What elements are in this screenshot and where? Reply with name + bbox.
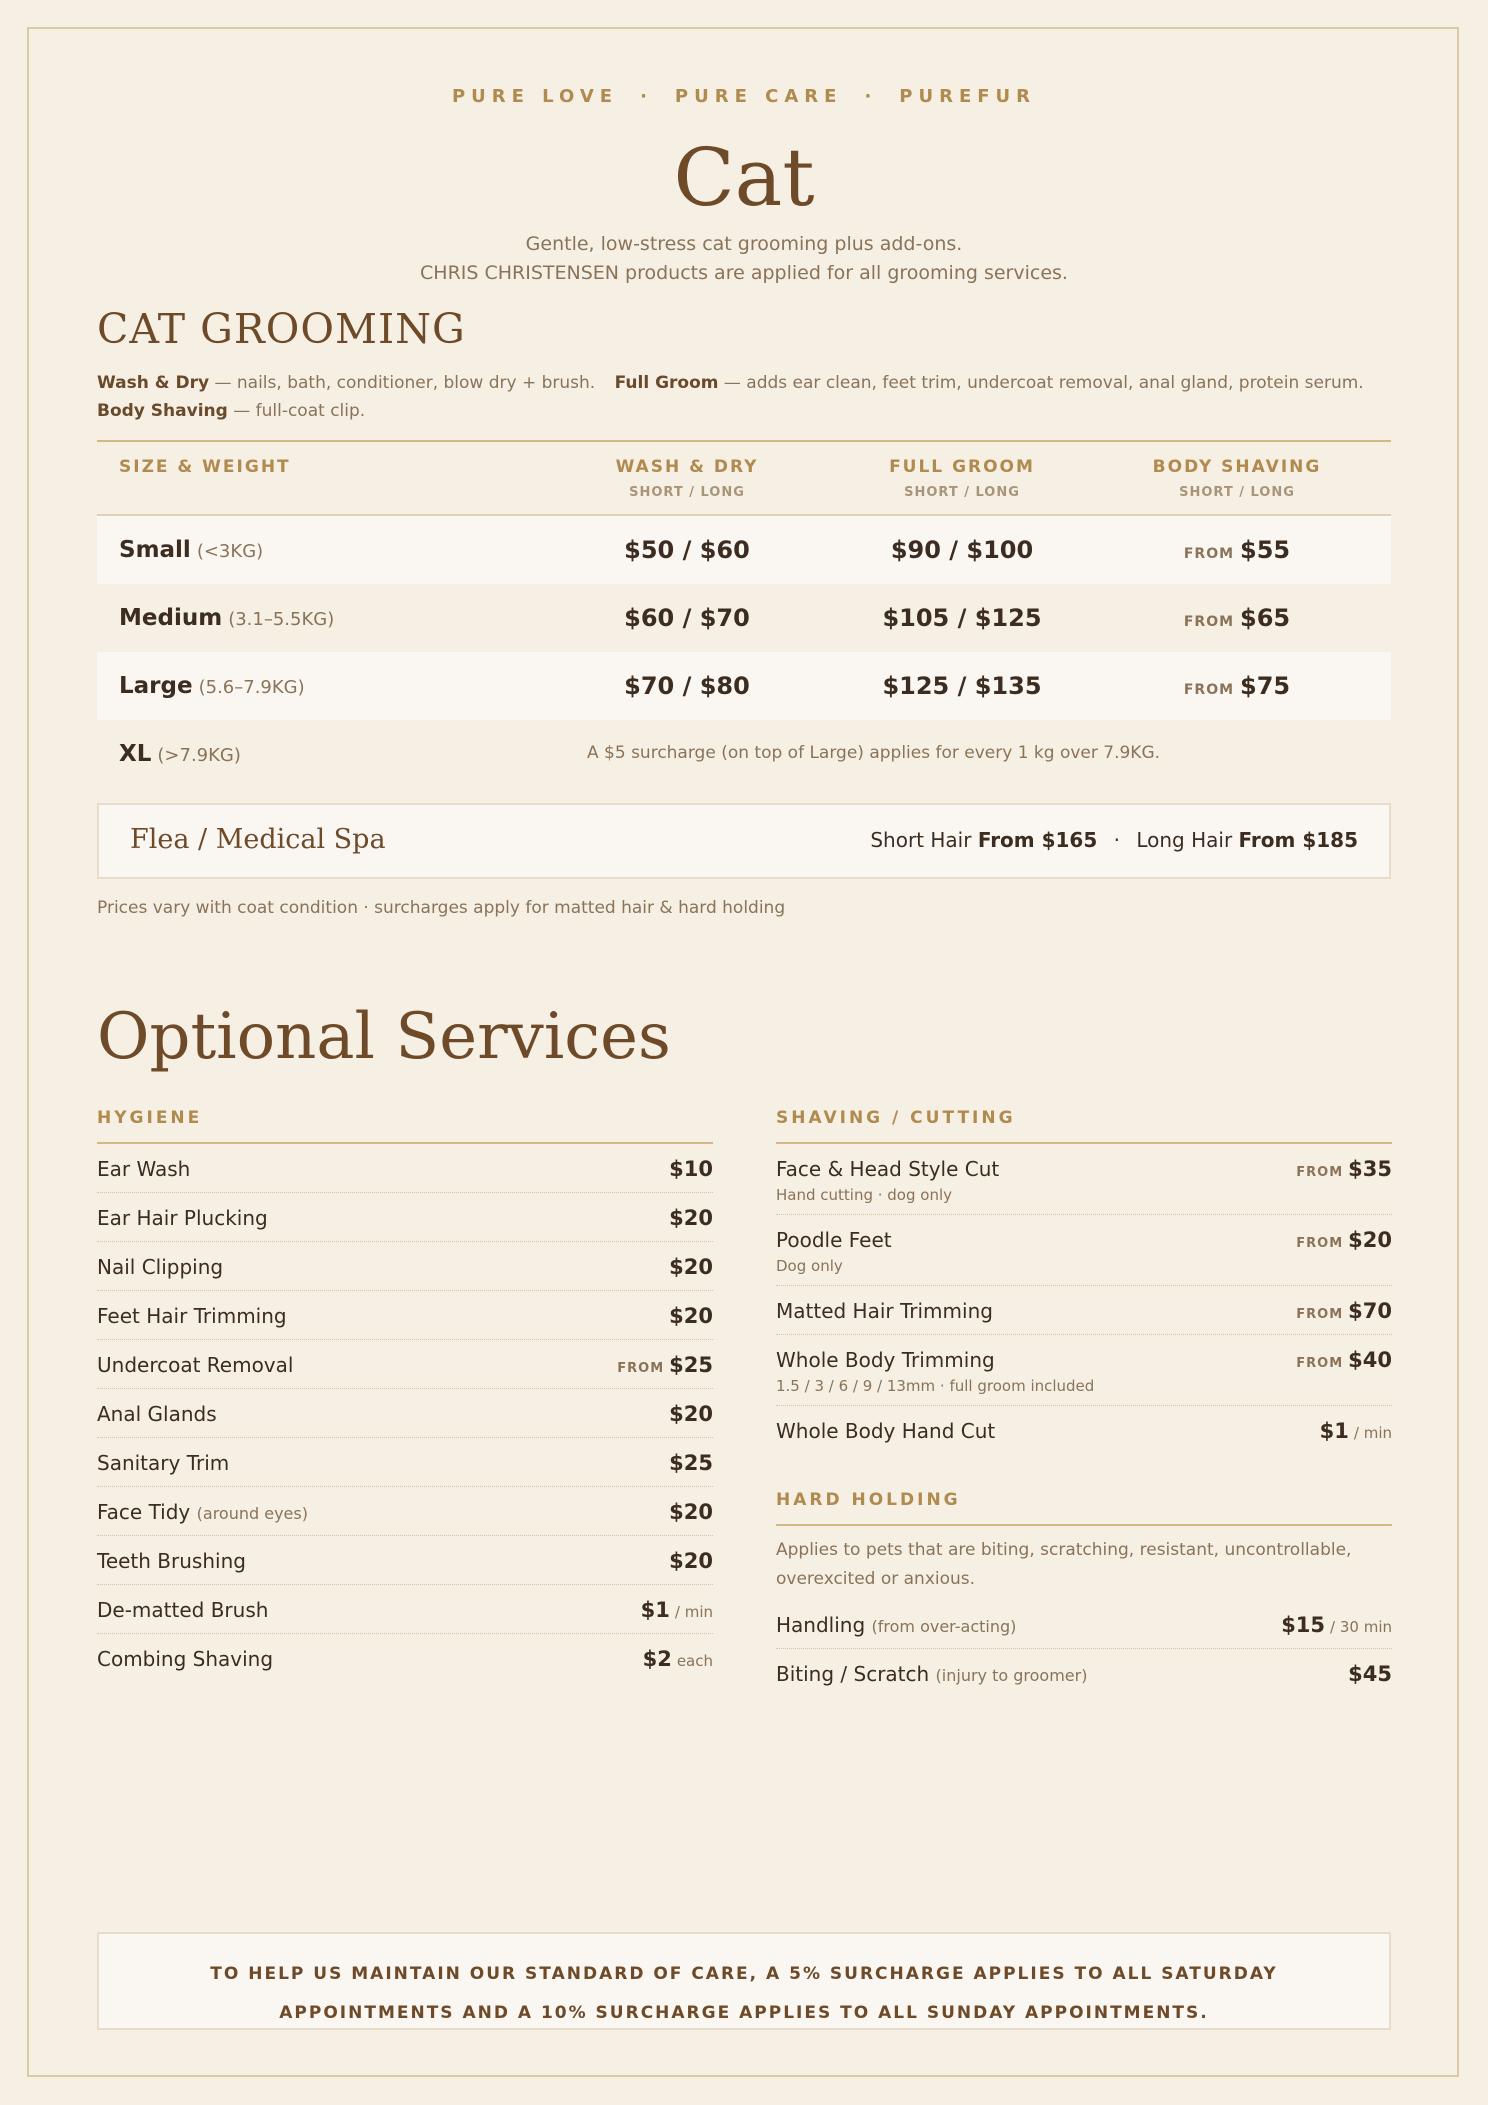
column-header-size: SIZE & WEIGHT	[119, 457, 291, 477]
service-name	[776, 1662, 1392, 1686]
service-label: Matted Hair Trimming	[776, 1299, 993, 1323]
table-row-small	[97, 516, 1391, 584]
service-name	[97, 1255, 713, 1279]
service-item	[776, 1600, 1392, 1649]
subtitle-line: Gentle, low-stress cat grooming plus add-ons.	[525, 233, 963, 255]
size-weight: (3.1–5.5KG)	[228, 609, 335, 630]
spa-short-price: From $165	[977, 828, 1098, 852]
service-price	[669, 1157, 713, 1181]
hard-holding-list	[776, 1600, 1392, 1697]
from-label: FROM	[1296, 1165, 1344, 1180]
wash-dry-price: $70 / $80	[624, 672, 750, 700]
service-price	[1296, 1348, 1392, 1372]
service-price	[643, 1647, 713, 1671]
service-item	[97, 1634, 713, 1682]
service-name	[97, 1206, 713, 1230]
shaving-list	[776, 1144, 1392, 1454]
service-label: Handling	[776, 1613, 866, 1637]
size-name: Medium	[119, 605, 223, 631]
hard-holding-description: Applies to pets that are biting, scratching, resistant, uncontrollable, overexcited or anxious.	[776, 1540, 1352, 1589]
service-name	[97, 1157, 713, 1181]
service-subtext: Hand cutting · dog only	[776, 1186, 953, 1204]
service-label: Sanitary Trim	[97, 1451, 230, 1475]
service-price	[641, 1598, 713, 1622]
hygiene-column	[97, 1108, 713, 1682]
table-row-xl	[97, 720, 1391, 788]
service-price	[1296, 1299, 1392, 1323]
full-groom-price: $90 / $100	[890, 536, 1034, 564]
tagline-separator: ·	[640, 86, 653, 107]
price-value: $25	[669, 1353, 713, 1377]
size-cell	[119, 673, 305, 699]
tagline	[0, 86, 1488, 107]
price-value: $25	[669, 1451, 713, 1475]
from-label: FROM	[1296, 1307, 1344, 1322]
size-cell	[119, 741, 241, 767]
service-price	[1281, 1613, 1392, 1637]
service-price	[1320, 1419, 1392, 1443]
service-item	[776, 1335, 1392, 1406]
service-price	[669, 1206, 713, 1230]
full-groom-price: $105 / $125	[882, 604, 1042, 632]
service-item	[97, 1144, 713, 1193]
grooming-price-table	[97, 440, 1391, 788]
price-value: $55	[1240, 536, 1291, 564]
service-item	[776, 1649, 1392, 1697]
service-item	[97, 1487, 713, 1536]
hygiene-list	[97, 1144, 713, 1682]
price-value: $75	[1240, 672, 1291, 700]
from-label: FROM	[617, 1361, 665, 1376]
xl-surcharge-note: A $5 surcharge (on top of Large) applies for every 1 kg over 7.9KG.	[587, 743, 1161, 763]
price-value: $20	[669, 1500, 713, 1524]
spa-name: Flea / Medical Spa	[130, 824, 386, 855]
service-label: Anal Glands	[97, 1402, 217, 1426]
shaving-column	[776, 1108, 1392, 1697]
page-subtitle	[0, 230, 1488, 288]
service-price	[669, 1402, 713, 1426]
service-price	[669, 1255, 713, 1279]
service-label: Face Tidy	[97, 1500, 191, 1524]
service-name	[776, 1419, 1392, 1443]
service-name	[97, 1402, 713, 1426]
price-value: $45	[1348, 1662, 1392, 1686]
service-price	[1348, 1662, 1392, 1686]
service-label: Whole Body Trimming	[776, 1348, 995, 1372]
table-header	[97, 440, 1391, 516]
service-name	[97, 1451, 713, 1475]
weekend-surcharge-notice	[97, 1932, 1391, 2030]
column-header-wash-dry	[547, 457, 827, 500]
price-value: $20	[669, 1206, 713, 1230]
body-shaving-price	[1097, 672, 1377, 700]
grooming-legend	[97, 369, 1397, 425]
page-title: Cat	[673, 131, 815, 224]
service-price	[1296, 1228, 1392, 1252]
body-shaving-price	[1097, 536, 1377, 564]
service-note: (from over-acting)	[871, 1617, 1017, 1636]
service-label: Undercoat Removal	[97, 1353, 294, 1377]
service-price	[669, 1549, 713, 1573]
service-name	[97, 1598, 713, 1622]
service-price	[669, 1500, 713, 1524]
column-header-body-shaving	[1097, 457, 1377, 500]
table-row-medium	[97, 584, 1391, 652]
service-label: Whole Body Hand Cut	[776, 1419, 996, 1443]
service-label: Teeth Brushing	[97, 1549, 246, 1573]
legend-body-shaving-label: Body Shaving	[97, 401, 228, 421]
service-label: Poodle Feet	[776, 1228, 892, 1252]
price-value: $20	[669, 1304, 713, 1328]
service-price	[1296, 1157, 1392, 1181]
price-value: $20	[669, 1255, 713, 1279]
tagline-word: PUREFUR	[899, 86, 1037, 107]
service-subtext: 1.5 / 3 / 6 / 9 / 13mm · full groom included	[776, 1377, 1095, 1395]
service-label: Ear Wash	[97, 1157, 191, 1181]
service-item	[776, 1215, 1392, 1286]
tagline-separator: ·	[864, 86, 878, 107]
price-value: $1	[640, 1598, 670, 1622]
size-cell	[119, 605, 334, 631]
price-unit: / 30 min	[1330, 1618, 1392, 1636]
size-weight: (>7.9KG)	[157, 745, 241, 766]
wash-dry-price: $60 / $70	[624, 604, 750, 632]
cat-grooming-title: CAT GROOMING	[97, 305, 466, 353]
size-weight: (5.6–7.9KG)	[198, 677, 305, 698]
service-note: (around eyes)	[196, 1504, 308, 1523]
size-name: Small	[119, 537, 191, 563]
legend-body-shaving-desc: — full-coat clip.	[233, 401, 366, 421]
service-name	[97, 1304, 713, 1328]
service-name	[97, 1500, 713, 1524]
shaving-cutting-heading: SHAVING / CUTTING	[776, 1108, 1392, 1144]
size-name: XL	[119, 741, 152, 767]
price-value: $20	[669, 1549, 713, 1573]
subtitle-line: CHRIS CHRISTENSEN products are applied for all grooming services.	[420, 262, 1068, 284]
legend-full-groom-label: Full Groom	[614, 373, 719, 393]
size-weight: (<3KG)	[196, 541, 264, 562]
price-unit: / min	[1353, 1424, 1392, 1442]
size-cell	[119, 537, 263, 563]
spa-prices	[870, 828, 1358, 852]
service-price	[669, 1451, 713, 1475]
column-subheader: SHORT / LONG	[629, 485, 745, 500]
body-shaving-price	[1097, 604, 1377, 632]
service-item	[97, 1536, 713, 1585]
tagline-word: PURE CARE	[674, 86, 843, 107]
from-label: FROM	[1183, 682, 1235, 698]
from-label: FROM	[1296, 1236, 1344, 1251]
column-subheader: SHORT / LONG	[1179, 485, 1295, 500]
price-value: $10	[669, 1157, 713, 1181]
service-name	[97, 1549, 713, 1573]
legend-wash-dry-label: Wash & Dry	[97, 373, 210, 393]
service-label: Combing Shaving	[97, 1647, 274, 1671]
service-price	[617, 1353, 713, 1377]
service-subtext: Dog only	[776, 1257, 843, 1275]
notice-line: APPOINTMENTS AND A 10% SURCHARGE APPLIES TO ALL SUNDAY APPOINTMENTS.	[279, 2003, 1209, 2023]
legend-wash-dry-desc: — nails, bath, conditioner, blow dry + brush.	[214, 373, 596, 393]
spa-short-label: Short Hair	[870, 828, 972, 852]
price-value: $2	[642, 1647, 672, 1671]
service-label: Face & Head Style Cut	[776, 1157, 1000, 1181]
legend-full-groom-desc: — adds ear clean, feet trim, undercoat removal, anal gland, protein serum.	[723, 373, 1364, 393]
price-value: $65	[1240, 604, 1291, 632]
full-groom-price: $125 / $135	[882, 672, 1042, 700]
service-note: (injury to groomer)	[935, 1666, 1088, 1685]
column-header-full-groom	[822, 457, 1102, 500]
flea-medical-spa-box	[97, 803, 1391, 879]
service-item	[97, 1340, 713, 1389]
service-item	[776, 1406, 1392, 1454]
price-value: $40	[1348, 1348, 1392, 1372]
price-value: $70	[1348, 1299, 1392, 1323]
service-item	[97, 1291, 713, 1340]
service-name	[97, 1647, 713, 1671]
service-label: Ear Hair Plucking	[97, 1206, 268, 1230]
optional-services-title: Optional Services	[97, 1000, 671, 1074]
size-name: Large	[119, 673, 193, 699]
price-value: $1	[1319, 1419, 1349, 1443]
price-value: $20	[1348, 1228, 1392, 1252]
hygiene-heading: HYGIENE	[97, 1108, 713, 1144]
price-unit: / min	[674, 1603, 713, 1621]
spa-separator: ·	[1113, 828, 1120, 852]
spa-long-label: Long Hair	[1136, 828, 1233, 852]
service-item	[97, 1389, 713, 1438]
pricing-fineprint: Prices vary with coat condition · surcharges apply for matted hair & hard holding	[97, 898, 786, 918]
service-label: Biting / Scratch	[776, 1662, 930, 1686]
column-header-label: BODY SHAVING	[1152, 457, 1322, 477]
service-item	[97, 1585, 713, 1634]
service-label: Nail Clipping	[97, 1255, 224, 1279]
service-label: Feet Hair Trimming	[97, 1304, 287, 1328]
hard-holding-heading: HARD HOLDING	[776, 1490, 1392, 1526]
tagline-word: PURE LOVE	[451, 86, 619, 107]
column-header-label: FULL GROOM	[889, 457, 1035, 477]
notice-line: TO HELP US MAINTAIN OUR STANDARD OF CARE, A 5% SURCHARGE APPLIES TO ALL SATURDAY	[210, 1964, 1278, 1984]
from-label: FROM	[1296, 1356, 1344, 1371]
from-label: FROM	[1183, 614, 1235, 630]
table-row-large	[97, 652, 1391, 720]
price-value: $20	[669, 1402, 713, 1426]
price-unit: each	[676, 1652, 713, 1670]
service-item	[776, 1286, 1392, 1335]
service-item	[97, 1242, 713, 1291]
column-header-label: WASH & DRY	[615, 457, 759, 477]
service-item	[776, 1144, 1392, 1215]
service-label: De-matted Brush	[97, 1598, 269, 1622]
price-value: $35	[1348, 1157, 1392, 1181]
price-value: $15	[1281, 1613, 1326, 1637]
from-label: FROM	[1183, 546, 1235, 562]
service-price	[669, 1304, 713, 1328]
wash-dry-price: $50 / $60	[624, 536, 750, 564]
spa-long-price: From $185	[1238, 828, 1358, 852]
column-subheader: SHORT / LONG	[904, 485, 1020, 500]
service-item	[97, 1193, 713, 1242]
service-item	[97, 1438, 713, 1487]
